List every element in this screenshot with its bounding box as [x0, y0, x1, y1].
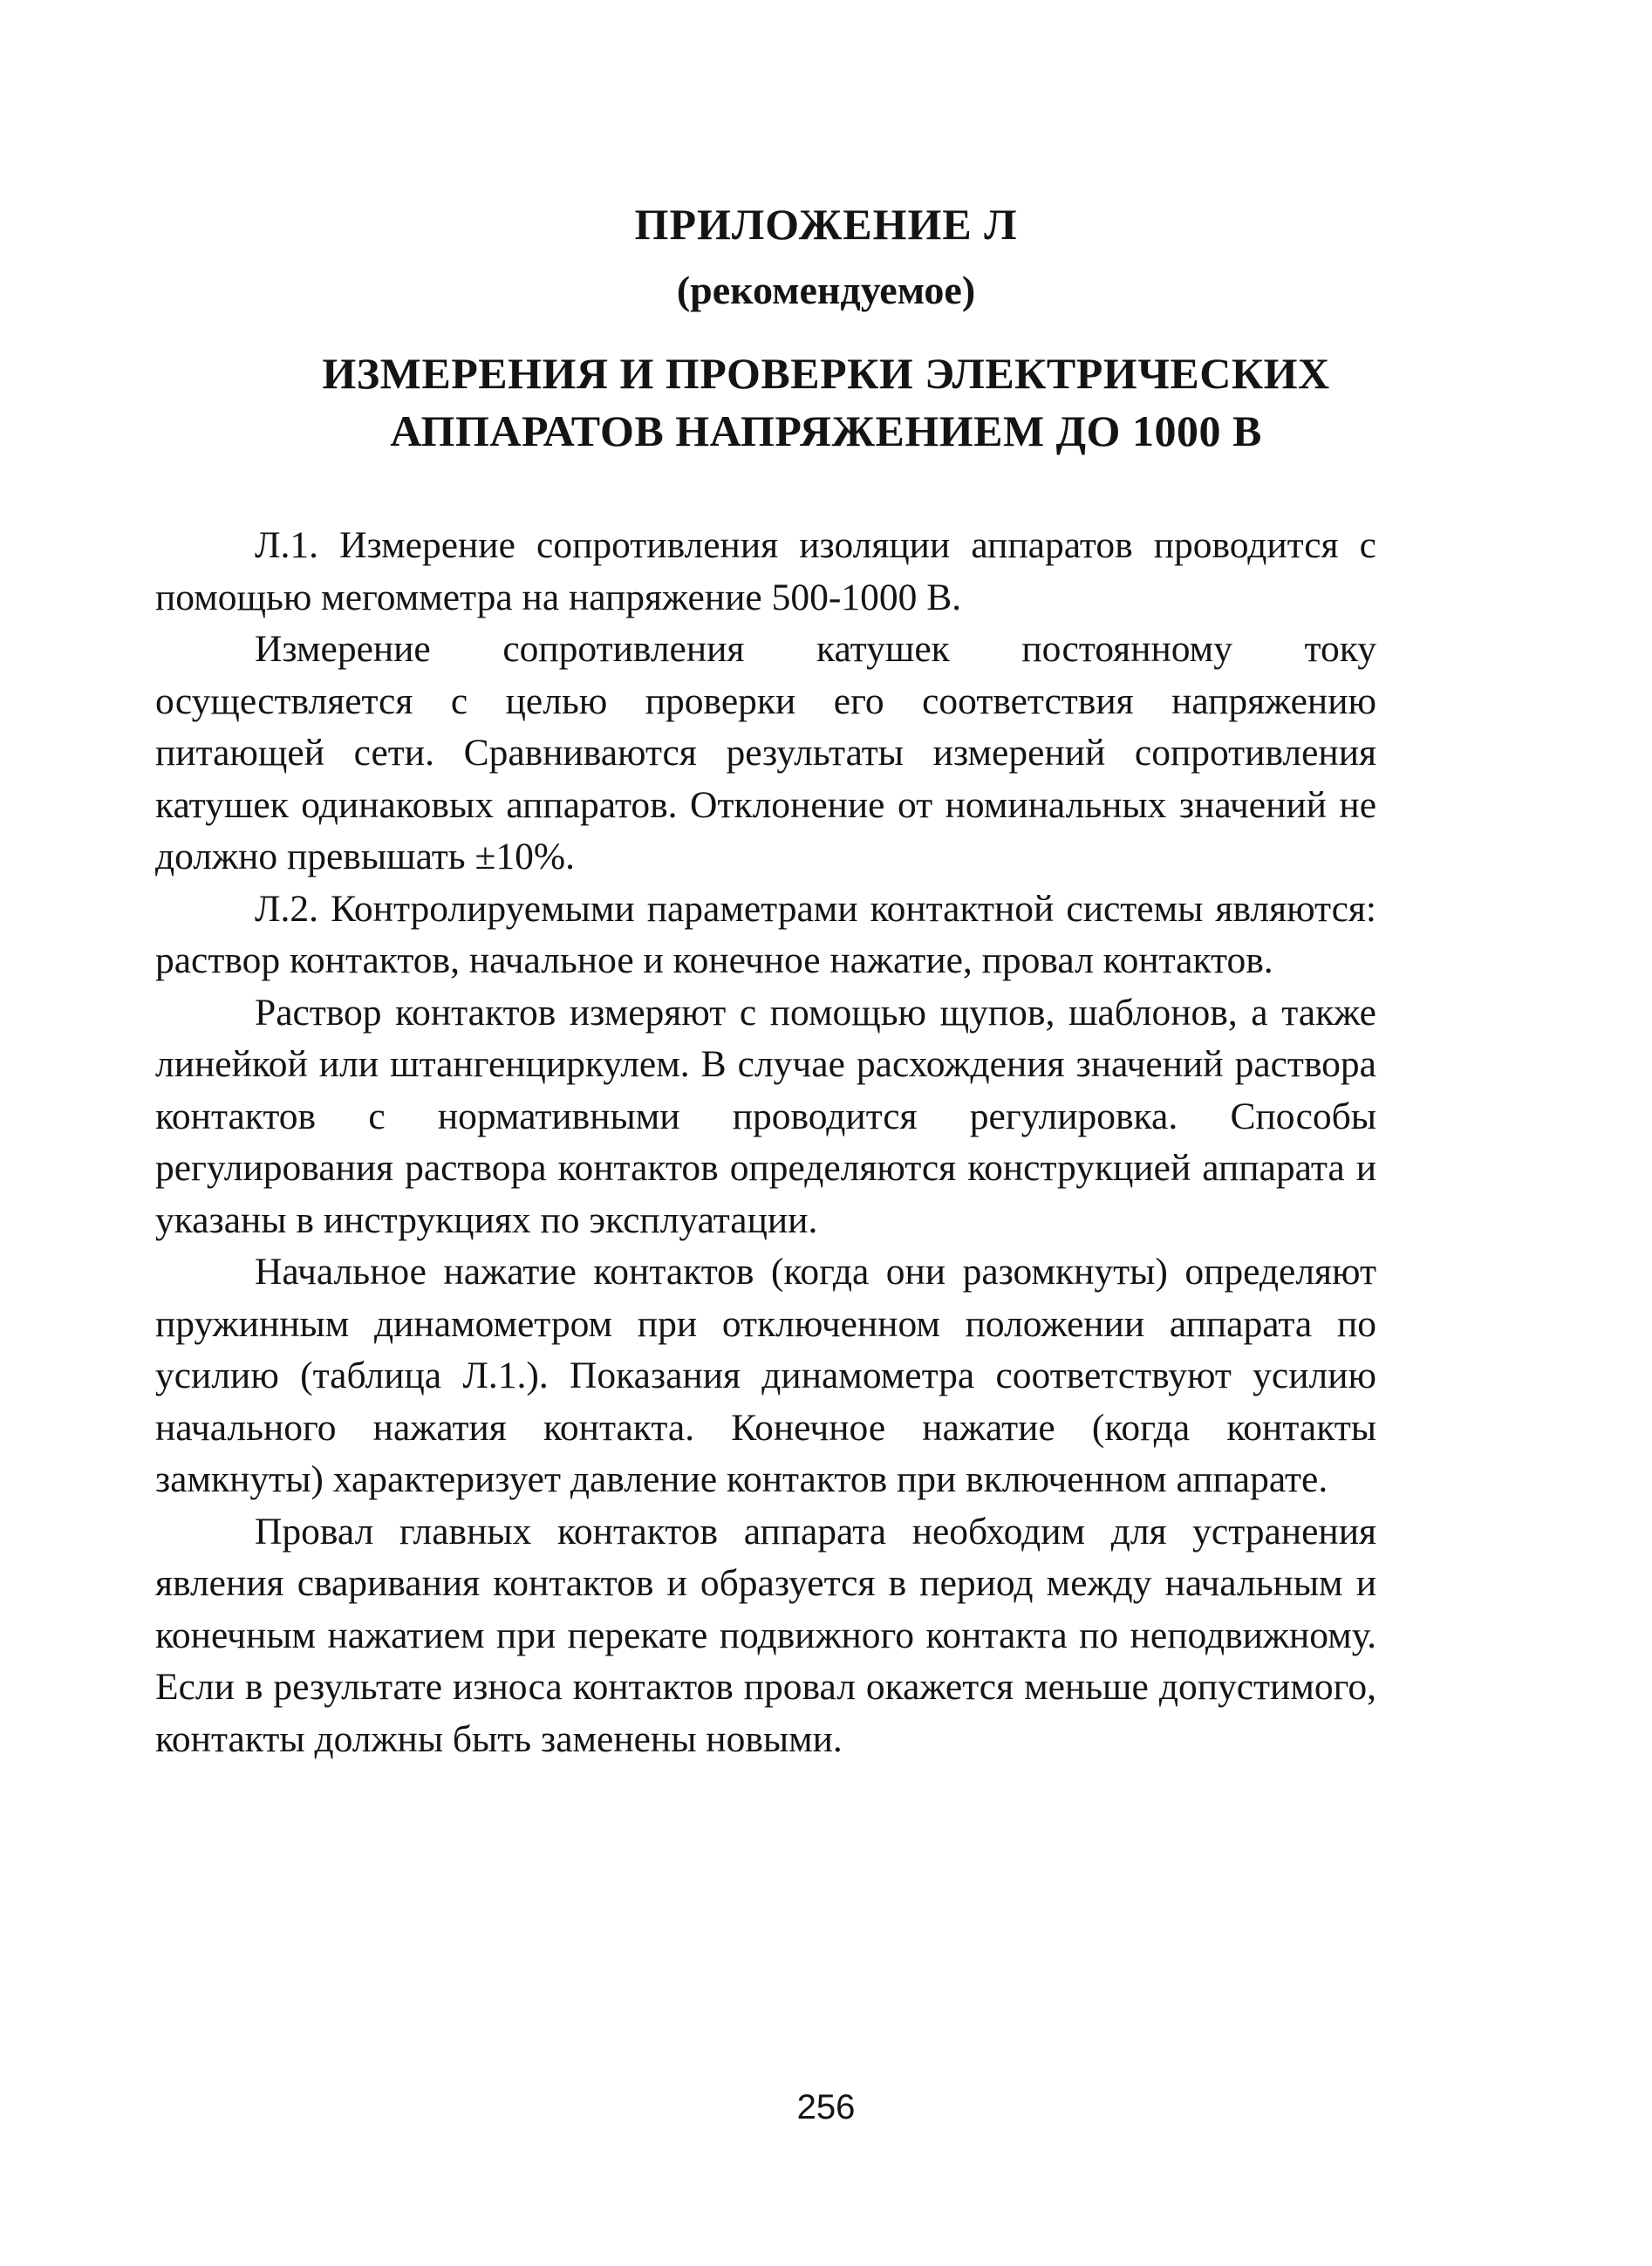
appendix-title: ПРИЛОЖЕНИЕ Л	[634, 200, 1018, 249]
paragraph-l1: Л.1. Измерение сопротивления изоляции аппаратов проводится с помощью мегомметра на напряжение 500-1000 В.	[155, 524, 1376, 618]
section-title-line-2: АППАРАТОВ НАПРЯЖЕНИЕМ ДО 1000 В	[390, 406, 1262, 455]
page-number: 256	[796, 2088, 856, 2126]
paragraph-contact-gap: Раствор контактов измеряют с помощью щупов, шаблонов, а также линейкой или штангенциркулем. В случае расхождения значений раствора контактов с нормативными проводится регулировка. Способы регулирования раствора контактов определяются конструкцией аппарата и указаны в инструкциях по эксплуатации.	[155, 991, 1376, 1241]
paragraph-initial-pressure: Начальное нажатие контактов (когда они разомкнуты) определяют пружинным динамометром при отключенном положении аппарата по усилию (таблица Л.1.). Показания динамометра соответствуют усилию начального нажатия контакта. Конечное нажатие (когда контакты замкнуты) характеризует давление контактов при включенном аппарате.	[155, 1251, 1376, 1500]
paragraph-l2: Л.2. Контролируемыми параметрами контактной системы являются: раствор контактов, начальное и конечное нажатие, провал контактов.	[155, 887, 1376, 981]
section-title	[0, 345, 1652, 460]
paragraph-contact-overtravel: Провал главных контактов аппарата необходим для устранения явления сваривания контактов и образуется в период между начальным и конечным нажатием при перекате подвижного контакта по неподвижному. Если в результате износа контактов провал окажется меньше допустимого, контакты должны быть заменены новыми.	[155, 1510, 1376, 1760]
appendix-subtitle: (рекомендуемое)	[676, 268, 976, 312]
body-text	[155, 520, 1376, 1765]
paragraph-coil-resistance: Измерение сопротивления катушек постоянному току осуществляется с целью проверки его соответствия напряжению питающей сети. Сравниваются результаты измерений сопротивления катушек одинаковых аппаратов. Отклонение от номинальных значений не должно превышать ±10%.	[155, 628, 1376, 877]
section-title-line-1: ИЗМЕРЕНИЯ И ПРОВЕРКИ ЭЛЕКТРИЧЕСКИХ	[322, 349, 1330, 398]
